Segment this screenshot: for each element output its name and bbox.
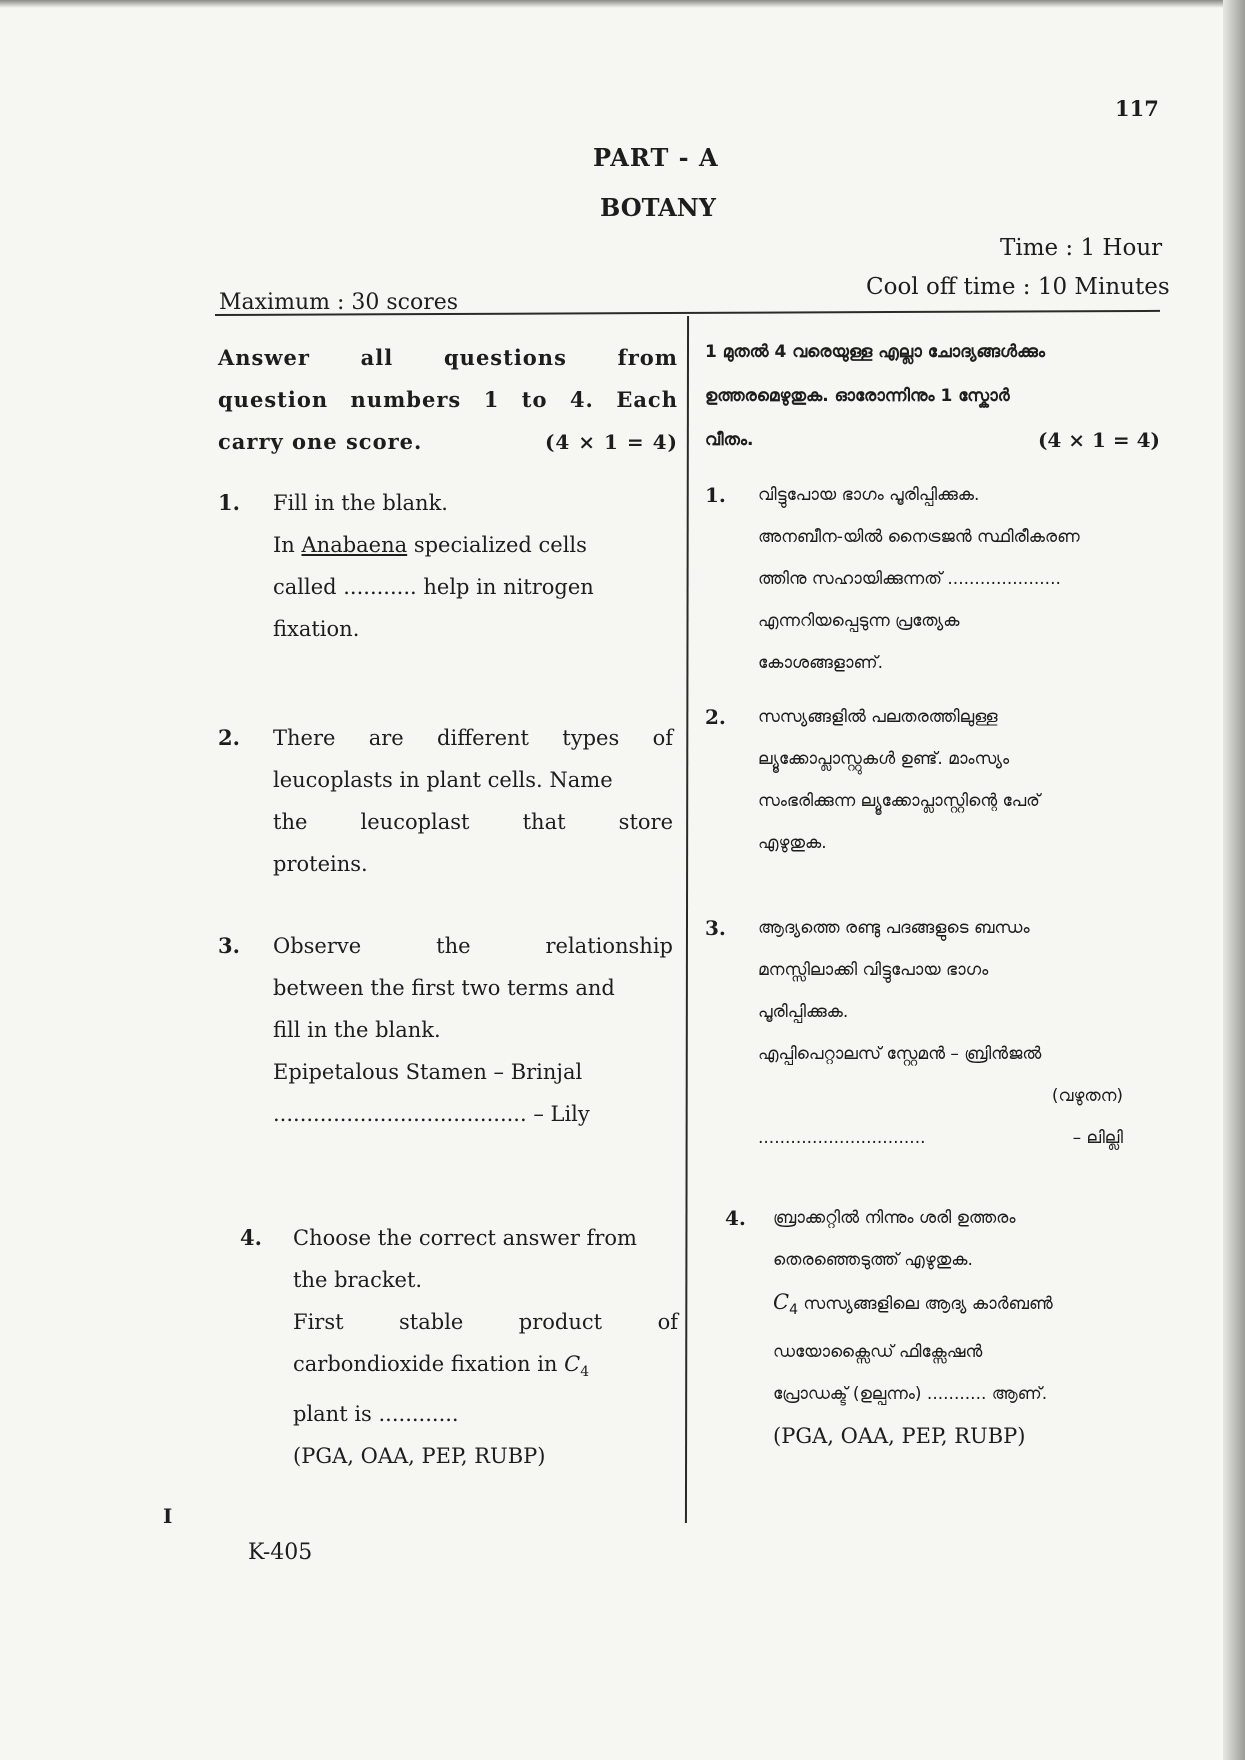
question-line [293,1343,678,1393]
intro-line-2: question numbers 1 to 4. Each [218,387,678,412]
question-body [293,1217,678,1477]
text-part: In [273,533,302,557]
question-number: 1. [705,483,726,507]
subscript: 4 [580,1364,590,1380]
question-number: 4. [240,1225,262,1250]
question-body [758,696,1158,864]
question-line: the leucoplast that store [273,810,673,834]
question-line: First stable product of [293,1310,678,1334]
question-body [273,717,673,885]
intro-line-3 [218,421,678,463]
scan-edge-right [1223,0,1245,1760]
question-line: Fill in the blank. [273,491,448,515]
maximum-score: Maximum : 30 scores [219,290,459,315]
answer-blank-line: ...................................... – Lily [273,1102,590,1126]
question-line: leucoplasts in plant cells. Name [273,768,613,792]
question-line: സംഭരിക്കുന്ന ല്യൂക്കോപ്ലാസ്റ്റിന്റെ പേര് [758,791,1040,811]
question-line: Epipetalous Stamen – Brinjal [273,1060,583,1084]
intro-line-1: 1 മുതൽ 4 വരെയുള്ള എല്ലാ ചോദ്യങ്ങൾക്കും [705,342,1045,362]
question-line: ത്തിനു സഹായിക്കുന്നത് ..................... [758,569,1061,589]
question-line: പൂരിപ്പിക്കുക. [758,1002,849,1022]
question-body [758,907,1158,1159]
column-divider [685,316,689,1523]
intro-line-1: Answer all questions from [218,345,678,370]
question-number: 3. [218,933,240,958]
question-line: എന്നറിയപ്പെടുന്ന പ്രത്യേക [758,611,960,631]
question-line: കോശങ്ങളാണ്. [758,653,883,673]
question-line: (വഴുതന) [1051,1086,1123,1106]
cool-off-time: Cool off time : 10 Minutes [866,274,1170,300]
subscript: 4 [789,1302,798,1318]
question-line: plant is ............ [293,1402,459,1426]
underlined-term: Anabaena [301,533,408,557]
answer-options: (PGA, OAA, PEP, RUBP) [773,1424,1026,1448]
question-line: fill in the blank. [273,1018,441,1042]
intro-line-2: ഉത്തരമെഴുതുക. ഓരോന്നിനും 1 സ്കോർ [705,386,1010,406]
question-line: fixation. [273,617,360,641]
text-part: സസ്യങ്ങളിലെ ആദ്യ കാർബൺ [798,1294,1053,1314]
intro-score: (4 × 1 = 4) [544,430,678,454]
question-body [773,1197,1163,1457]
question-line: the bracket. [293,1268,423,1292]
question-line: between the first two terms and [273,976,615,1000]
footer-mark: I [163,1504,173,1528]
question-line: സസ്യങ്ങളിൽ പലതരത്തിലുള്ള [758,707,998,727]
paper-code: K-405 [248,1540,313,1565]
c4-symbol: C [773,1290,790,1314]
question-body [273,482,673,650]
text-part: – ലില്ലി [1072,1128,1123,1148]
question-line: Observe the relationship [273,934,673,958]
text-part: carbondioxide fixation in [293,1352,565,1376]
malayalam-instructions [705,330,1160,462]
intro-line-3-text: വീതം. [705,430,754,450]
question-number: 2. [218,725,240,750]
question-line [773,1281,1163,1331]
intro-line-3-text: carry one score. [218,429,423,454]
english-instructions [218,337,678,463]
question-line [273,524,673,566]
question-line: എപ്പിപെറ്റാലസ് സ്റ്റേമൻ – ബ്രിൻജൽ [758,1044,1042,1064]
blank-dots: ............................... [758,1128,926,1148]
subject-title: BOTANY [600,193,716,222]
part-title: PART - A [593,143,719,172]
question-line: ല്യൂക്കോപ്ലാസ്റ്റുകൾ ഉണ്ട്. മാംസ്യം [758,749,1010,769]
question-number: 2. [705,705,726,729]
answer-blank-line [758,1117,1158,1159]
question-body [758,474,1158,684]
time-allowed: Time : 1 Hour [1000,235,1163,261]
question-line: മനസ്സിലാക്കി വിട്ടുപോയ ഭാഗം [758,960,989,980]
question-line: ബ്രാക്കറ്റിൽ നിന്നും ശരി ഉത്തരം [773,1208,1016,1228]
question-line: എഴുതുക. [758,833,827,853]
question-number: 3. [705,916,726,940]
question-line: ആദ്യത്തെ രണ്ടു പദങ്ങളുടെ ബന്ധം [758,918,1030,938]
page-number: 117 [1115,96,1159,121]
answer-options: (PGA, OAA, PEP, RUBP) [293,1444,546,1468]
question-line: proteins. [273,852,368,876]
question-line: ഡയോക്സൈഡ് ഫിക്സേഷൻ [773,1342,983,1362]
intro-line-3 [705,418,1160,462]
question-line: called ........... help in nitrogen [273,575,594,599]
question-line: വിട്ടുപോയ ഭാഗം പൂരിപ്പിക്കുക. [758,485,980,505]
question-number: 4. [725,1206,746,1230]
scan-edge-top [0,0,1245,8]
question-line: അനബീന-യിൽ നൈട്രജൻ സ്ഥിരീകരണ [758,527,1080,547]
question-body [273,925,673,1135]
c4-symbol: C [564,1352,581,1376]
question-line: പ്രോഡക്ട് (ഉല്പന്നം) ........... ആണ്. [773,1384,1048,1404]
question-line: തെരഞ്ഞെടുത്ത് എഴുതുക. [773,1250,973,1270]
text-part: specialized cells [407,533,587,557]
question-line: There are different types of [273,726,673,750]
intro-score: (4 × 1 = 4) [1037,428,1160,452]
question-number: 1. [218,490,240,515]
question-line: Choose the correct answer from [293,1226,637,1250]
